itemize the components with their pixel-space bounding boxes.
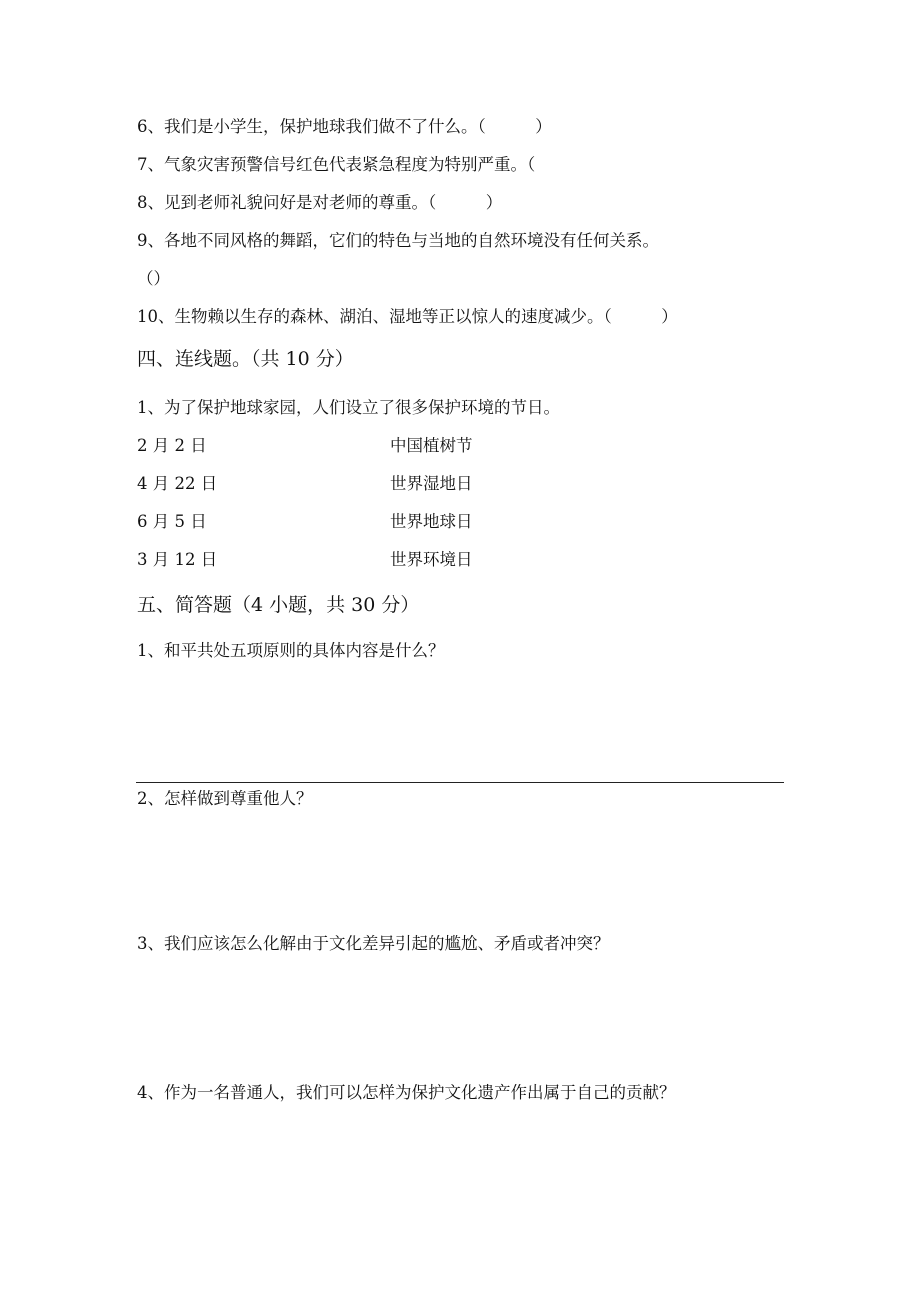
section-4-title: 四、连线题。（共 10 分） [137, 348, 354, 370]
short-answer-2: 2、怎样做到尊重他人？ [137, 789, 313, 808]
matching-date-4: 3 月 12 日 [137, 550, 218, 569]
short-answer-4: 4、作为一名普通人，我们可以怎样为保护文化遗产作出属于自己的贡献？ [137, 1083, 676, 1102]
question-7: 7、气象灾害预警信号红色代表紧急程度为特别严重。（ [137, 155, 536, 174]
short-answer-3: 3、我们应该怎么化解由于文化差异引起的尴尬、矛盾或者冲突？ [137, 934, 610, 953]
question-6: 6、我们是小学生，保护地球我们做不了什么。（ ） [137, 117, 552, 136]
section-5-title: 五、简答题（4 小题，共 30 分） [137, 594, 420, 616]
question-8: 8、见到老师礼貌问好是对老师的尊重。（ ） [137, 193, 503, 212]
question-9-line-2: （） [137, 269, 170, 288]
matching-date-3: 6 月 5 日 [137, 512, 207, 531]
matching-festival-2: 世界湿地日 [390, 474, 473, 493]
section-4-intro: 1、为了保护地球家园，人们设立了很多保护环境的节日。 [137, 398, 560, 417]
matching-festival-3: 世界地球日 [390, 512, 473, 531]
matching-festival-4: 世界环境日 [390, 550, 473, 569]
matching-festival-1: 中国植树节 [390, 436, 473, 455]
question-10: 10、生物赖以生存的森林、湖泊、湿地等正以惊人的速度减少。（ ） [137, 307, 678, 326]
matching-date-2: 4 月 22 日 [137, 474, 218, 493]
divider-line [136, 782, 784, 783]
short-answer-1: 1、和平共处五项原则的具体内容是什么？ [137, 641, 445, 660]
question-9-line-1: 9、各地不同风格的舞蹈，它们的特色与当地的自然环境没有任何关系。 [137, 231, 659, 250]
matching-date-1: 2 月 2 日 [137, 436, 207, 455]
